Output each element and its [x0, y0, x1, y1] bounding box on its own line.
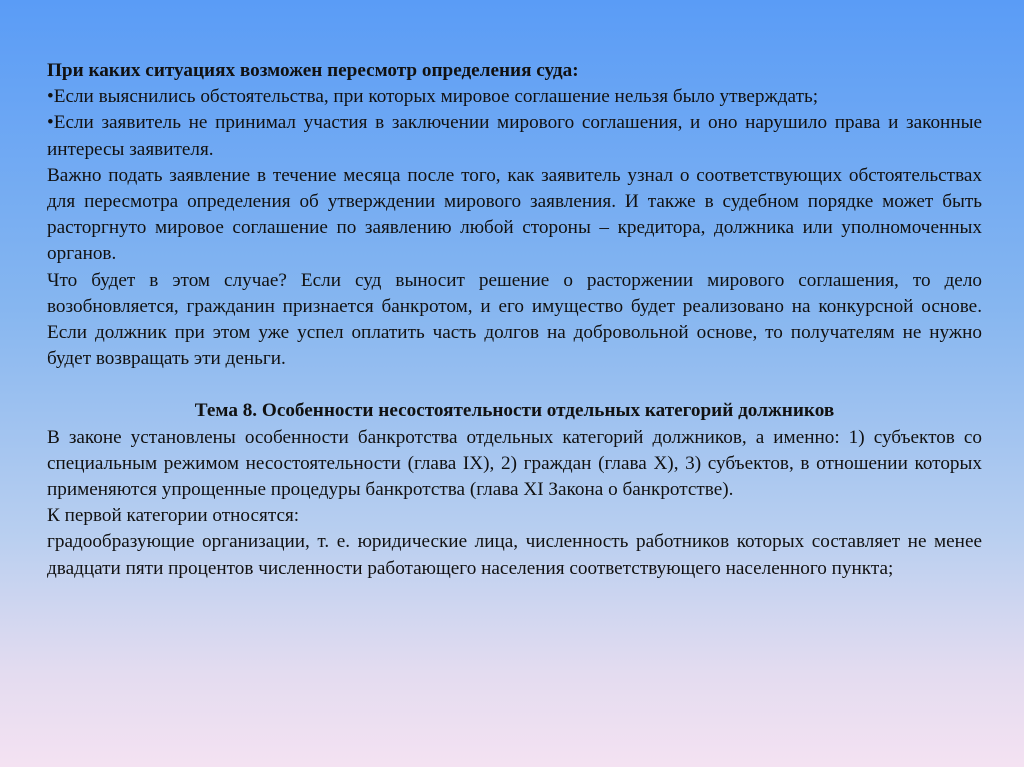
paragraph-first-category: К первой категории относятся:	[47, 505, 300, 527]
paragraph-consequences: Что будет в этом случае? Если суд выносит решение о расторжении мирового соглашения, то дело возобновляется, гражданин признается банкротом, и его имущество будет реализовано на конкурсной основе. Если должник при этом уже успел оплатить часть долгов на добровольной основе, то получателям не нужно будет возвращать эти деньги.	[47, 269, 982, 370]
bullet-item-1: •Если выяснились обстоятельства, при которых мировое соглашение нельзя было утверждать;	[47, 86, 819, 108]
slide-content	[47, 58, 982, 582]
paragraph-categories: В законе установлены особенности банкротства отдельных категорий должников, а именно: 1) субъектов со специальным режимом несостоятельности (глава IX), 2) граждан (глава X), 3) субъектов, в отношении которых применяются упрощенные процедуры банкротства (глава XI Закона о банкротстве).	[47, 426, 982, 501]
bullet-item-2: •Если заявитель не принимал участия в заключении мирового соглашения, и оно нарушило права и законные интересы заявителя.	[47, 112, 982, 160]
paragraph-deadline: Важно подать заявление в течение месяца после того, как заявитель узнал о соответствующих обстоятельствах для пересмотра определения об утверждении мирового заявления. И также в судебном порядке может быть расторгнуто мировое соглашение по заявлению любой стороны – кредитора, должника или уполномоченных органов.	[47, 164, 982, 265]
paragraph-city-forming: градообразующие организации, т. е. юридические лица, численность работников которых составляет не менее двадцати пяти процентов численности работающего населения соответствующего населенного пункта;	[47, 531, 982, 579]
topic-title: Тема 8. Особенности несостоятельности отдельных категорий должников	[194, 400, 835, 422]
section-heading: При каких ситуациях возможен пересмотр определения суда:	[47, 60, 579, 81]
